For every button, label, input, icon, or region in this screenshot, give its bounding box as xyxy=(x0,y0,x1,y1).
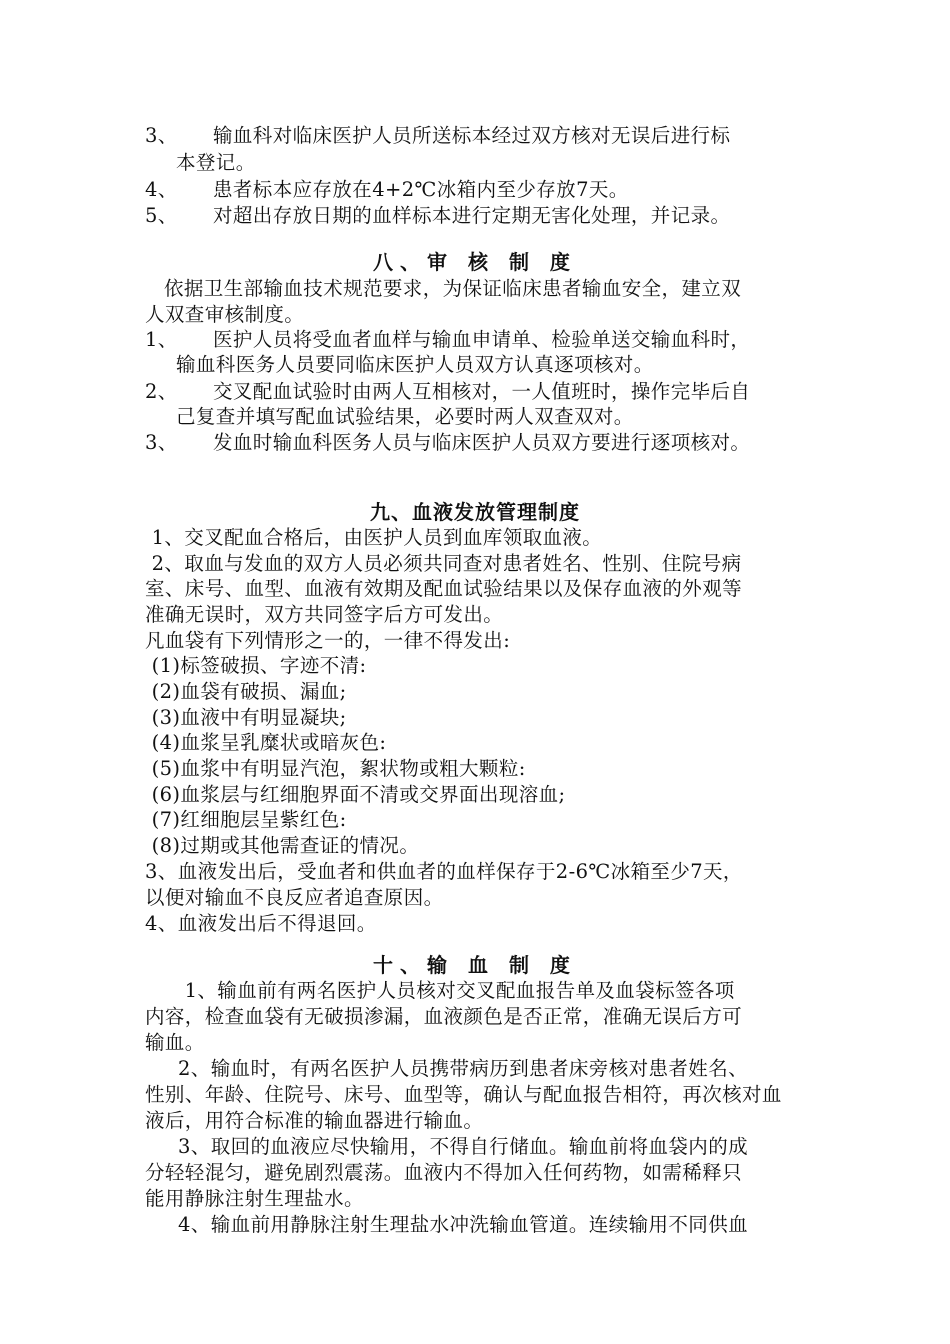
paragraph-line: 液后，用符合标准的输血器进行输血。 xyxy=(145,1109,484,1132)
list-item-continuation: 己复查并填写配血试验结果，必要时两人双查双对。 xyxy=(176,405,634,428)
list-item: (6)血浆层与红细胞界面不清或交界面出现溶血; xyxy=(145,783,566,806)
paragraph-line: 3、血液发出后，受血者和供血者的血样保存于2-6℃冰箱至少7天， xyxy=(145,860,743,883)
paragraph-line: 3、取回的血液应尽快输用，不得自行储血。输血前将血袋内的成 xyxy=(145,1135,748,1158)
paragraph-line: 输血。 xyxy=(145,1031,205,1054)
paragraph-line: 人双查审核制度。 xyxy=(145,303,305,326)
paragraph-line: 室、床号、血型、血液有效期及配血试验结果以及保存血液的外观等 xyxy=(145,577,743,600)
list-item: (3)血液中有明显凝块; xyxy=(145,706,347,729)
section-heading-transfusion: 十、输 血 制 度 xyxy=(373,953,577,977)
list-item: 5、 对超出存放日期的血样标本进行定期无害化处理，并记录。 xyxy=(145,204,731,227)
paragraph-line: 性别、年龄、住院号、床号、血型等，确认与配血报告相符，再次核对血 xyxy=(145,1083,782,1106)
list-item: 1、 医护人员将受血者血样与输血申请单、检验单送交输血科时， xyxy=(145,328,751,351)
list-item: (4)血浆呈乳糜状或暗灰色: xyxy=(145,731,387,754)
paragraph-line: 能用静脉注射生理盐水。 xyxy=(145,1187,364,1210)
paragraph-line: 2、输血时，有两名医护人员携带病历到患者床旁核对患者姓名、 xyxy=(145,1057,748,1080)
paragraph-line: 内容，检查血袋有无破损渗漏，血液颜色是否正常，准确无误后方可 xyxy=(145,1005,743,1028)
list-item-continuation: 输血科医务人员要同临床医护人员双方认真逐项核对。 xyxy=(176,353,654,376)
section-heading-review: 八、审 核 制 度 xyxy=(373,250,577,274)
paragraph-line: 1、输血前有两名医护人员核对交叉配血报告单及血袋标签各项 xyxy=(145,979,735,1002)
list-item: (8)过期或其他需查证的情况。 xyxy=(145,834,420,857)
paragraph-line: 4、输血前用静脉注射生理盐水冲洗输血管道。连续输用不同供血 xyxy=(145,1213,748,1236)
paragraph-line: 准确无误时，双方共同签字后方可发出。 xyxy=(145,603,504,626)
paragraph-line: 分轻轻混匀，避免剧烈震荡。血液内不得加入任何药物，如需稀释只 xyxy=(145,1161,743,1184)
paragraph-line: 4、血液发出后不得退回。 xyxy=(145,912,377,935)
list-item: (5)血浆中有明显汽泡，絮状物或粗大颗粒: xyxy=(145,757,526,780)
list-item: (1)标签破损、字迹不清: xyxy=(145,654,367,677)
list-item-continuation: 本登记。 xyxy=(176,151,256,174)
list-item: (2)血袋有破损、漏血; xyxy=(145,680,347,703)
list-item: (7)红细胞层呈紫红色: xyxy=(145,808,347,831)
paragraph-line: 2、取血与发血的双方人员必须共同查对患者姓名、性别、住院号病 xyxy=(145,552,742,575)
list-item: 4、 患者标本应存放在4+2℃冰箱内至少存放7天。 xyxy=(145,178,629,201)
paragraph-line: 1、交叉配血合格后，由医护人员到血库领取血液。 xyxy=(145,526,603,549)
list-item: 2、 交叉配血试验时由两人互相核对，一人值班时，操作完毕后自 xyxy=(145,380,751,403)
paragraph-line: 依据卫生部输血技术规范要求，为保证临床患者输血安全，建立双 xyxy=(164,277,742,300)
list-item: 3、 输血科对临床医护人员所送标本经过双方核对无误后进行标 xyxy=(145,124,731,147)
paragraph-line: 凡血袋有下列情形之一的，一律不得发出: xyxy=(145,629,511,652)
paragraph-line: 以便对输血不良反应者追查原因。 xyxy=(145,886,444,909)
section-heading-blood-release: 九、血液发放管理制度 xyxy=(370,500,580,524)
list-item: 3、 发血时输血科医务人员与临床医护人员双方要进行逐项核对。 xyxy=(145,431,751,454)
